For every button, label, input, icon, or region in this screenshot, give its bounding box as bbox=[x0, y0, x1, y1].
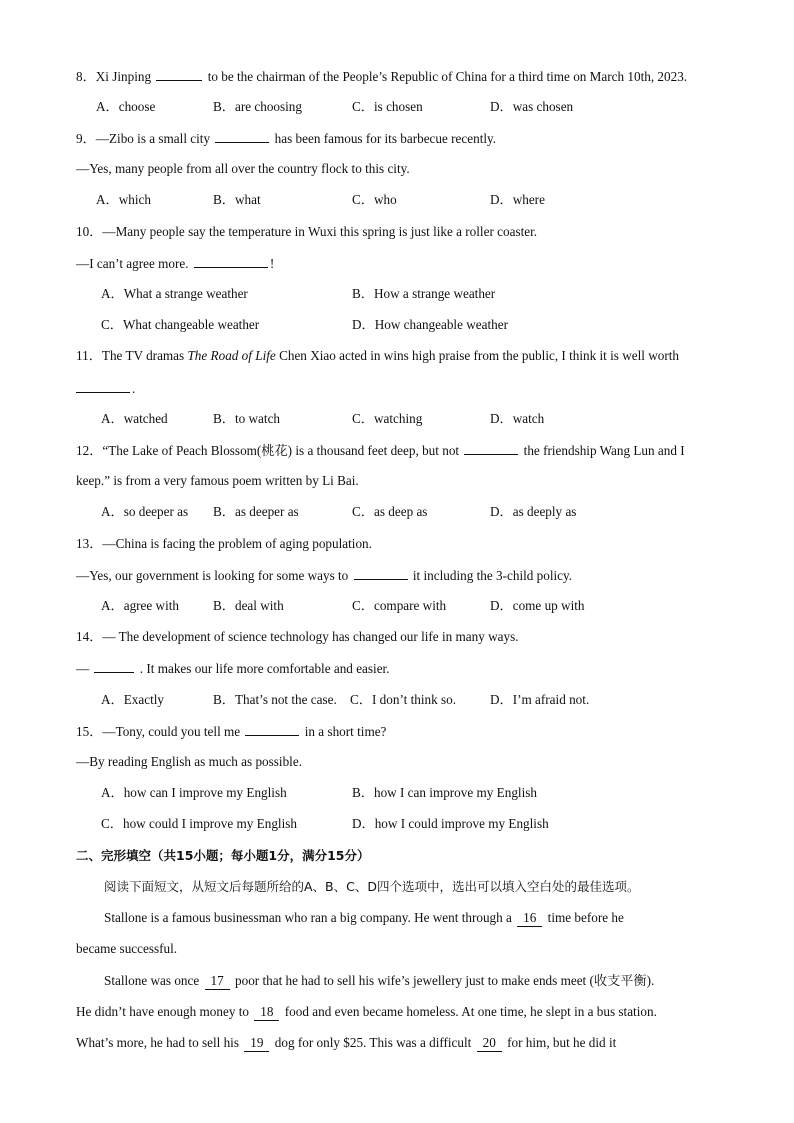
answer-blank[interactable] bbox=[194, 255, 268, 268]
option-a[interactable]: A．so deeper as bbox=[101, 504, 189, 519]
question-15-options-row2 bbox=[76, 816, 724, 832]
question-8: 8．Xi Jinping to be the chairman of the People’s Republic of China for a third time on March 10th, 2023. bbox=[76, 69, 688, 84]
question-9-reply: —Yes, many people from all over the country flock to this city. bbox=[76, 161, 410, 176]
option-c[interactable]: C．I don’t think so. bbox=[350, 692, 456, 707]
drama-title: The Road of Life bbox=[187, 348, 276, 363]
question-number: 11． bbox=[76, 348, 102, 363]
question-11-continued: . bbox=[76, 380, 724, 396]
question-10-options-row2 bbox=[76, 317, 724, 333]
question-10: 10．—Many people say the temperature in Wuxi this spring is just like a roller coaster. bbox=[76, 224, 538, 239]
option-b[interactable]: B．to watch bbox=[213, 411, 281, 426]
question-13-options bbox=[76, 598, 724, 614]
question-10-reply: —I can’t agree more. ! bbox=[76, 256, 275, 271]
answer-blank[interactable] bbox=[464, 442, 518, 455]
question-12: 12．“The Lake of Peach Blossom(桃花) is a thousand feet deep, but not the friendship Wang Lun and I bbox=[76, 443, 685, 458]
question-15-options-row1 bbox=[76, 785, 724, 801]
question-12-options bbox=[76, 504, 724, 520]
option-c[interactable]: C．is chosen bbox=[352, 99, 423, 114]
option-b[interactable]: B．How a strange weather bbox=[352, 286, 496, 301]
question-14-reply: — . It makes our life more comfortable and easier. bbox=[76, 661, 390, 676]
option-a[interactable]: A．Exactly bbox=[101, 692, 164, 707]
question-15-reply: —By reading English as much as possible. bbox=[76, 754, 302, 769]
answer-blank[interactable] bbox=[156, 68, 202, 81]
option-b[interactable]: B．how I can improve my English bbox=[352, 785, 537, 800]
question-13-reply: —Yes, our government is looking for some ways to it including the 3-child policy. bbox=[76, 568, 573, 583]
passage-line: He didn’t have enough money to 18 food and even became homeless. At one time, he slept in a bus station. bbox=[76, 1004, 657, 1019]
question-14: 14．— The development of science technology has changed our life in many ways. bbox=[76, 629, 519, 644]
answer-blank[interactable] bbox=[245, 723, 299, 736]
question-9: 9．—Zibo is a small city has been famous for its barbecue recently. bbox=[76, 131, 497, 146]
cloze-blank-17[interactable]: 17 bbox=[205, 973, 230, 990]
question-8-options bbox=[76, 99, 724, 115]
option-d[interactable]: D．where bbox=[490, 192, 545, 207]
answer-blank[interactable] bbox=[354, 567, 408, 580]
option-a[interactable]: A．What a strange weather bbox=[101, 286, 248, 301]
option-b[interactable]: B．as deeper as bbox=[213, 504, 299, 519]
passage-line: Stallone is a famous businessman who ran a big company. He went through a 16 time before he bbox=[104, 910, 624, 925]
option-a[interactable]: A．how can I improve my English bbox=[101, 785, 287, 800]
option-d[interactable]: D．was chosen bbox=[490, 99, 574, 114]
question-number: 10． bbox=[76, 224, 103, 239]
question-number: 12． bbox=[76, 443, 103, 458]
question-11: 11．The TV dramas The Road of Life Chen Xiao acted in wins high praise from the public, I think it is well worth bbox=[76, 348, 680, 363]
question-number: 14． bbox=[76, 629, 103, 644]
passage-line: became successful. bbox=[76, 941, 178, 956]
question-number: 13． bbox=[76, 536, 103, 551]
question-14-options bbox=[76, 692, 724, 708]
option-b[interactable]: B．deal with bbox=[213, 598, 284, 613]
option-a[interactable]: A．agree with bbox=[101, 598, 179, 613]
question-11-options bbox=[76, 411, 724, 427]
question-15: 15．—Tony, could you tell me in a short time? bbox=[76, 724, 387, 739]
cloze-blank-18[interactable]: 18 bbox=[254, 1004, 279, 1021]
option-c[interactable]: C．compare with bbox=[352, 598, 447, 613]
option-c[interactable]: C．as deep as bbox=[352, 504, 428, 519]
question-10-options-row1 bbox=[76, 286, 724, 302]
option-d[interactable]: D．how I could improve my English bbox=[352, 816, 549, 831]
question-number: 15． bbox=[76, 724, 103, 739]
option-d[interactable]: D．watch bbox=[490, 411, 545, 426]
cloze-blank-19[interactable]: 19 bbox=[244, 1035, 269, 1052]
passage-line: Stallone was once 17 poor that he had to sell his wife’s jewellery just to make ends meet (收支平衡). bbox=[104, 973, 655, 988]
option-d[interactable]: D．come up with bbox=[490, 598, 585, 613]
option-d[interactable]: D．as deeply as bbox=[490, 504, 577, 519]
question-13: 13．—China is facing the problem of aging population. bbox=[76, 536, 372, 551]
option-c[interactable]: C．how could I improve my English bbox=[101, 816, 297, 831]
option-b[interactable]: B．are choosing bbox=[213, 99, 302, 114]
answer-blank[interactable] bbox=[215, 130, 269, 143]
question-12-continued: keep.” is from a very famous poem written by Li Bai. bbox=[76, 473, 359, 488]
question-9-options bbox=[76, 192, 724, 208]
option-c[interactable]: C．who bbox=[352, 192, 397, 207]
section-instruction: 阅读下面短文，从短文后每题所给的A、B、C、D四个选项中，选出可以填入空白处的最佳选项。 bbox=[104, 879, 640, 894]
answer-blank[interactable] bbox=[94, 660, 134, 673]
cloze-blank-16[interactable]: 16 bbox=[517, 910, 542, 927]
section-heading: 二、完形填空（共15小题；每小题1分，满分15分） bbox=[76, 848, 370, 863]
option-a[interactable]: A．which bbox=[96, 192, 151, 207]
option-b[interactable]: B．what bbox=[213, 192, 261, 207]
option-c[interactable]: C．watching bbox=[352, 411, 423, 426]
option-d[interactable]: D．I’m afraid not. bbox=[490, 692, 590, 707]
question-number: 8． bbox=[76, 69, 96, 84]
option-b[interactable]: B．That’s not the case. bbox=[213, 692, 337, 707]
cloze-blank-20[interactable]: 20 bbox=[477, 1035, 502, 1052]
question-number: 9． bbox=[76, 131, 96, 146]
option-d[interactable]: D．How changeable weather bbox=[352, 317, 508, 332]
option-a[interactable]: A．watched bbox=[101, 411, 168, 426]
answer-blank[interactable] bbox=[76, 380, 130, 393]
option-c[interactable]: C．What changeable weather bbox=[101, 317, 260, 332]
passage-line: What’s more, he had to sell his 19 dog for only $25. This was a difficult 20 for him, but he did it bbox=[76, 1035, 617, 1050]
option-a[interactable]: A．choose bbox=[96, 99, 156, 114]
